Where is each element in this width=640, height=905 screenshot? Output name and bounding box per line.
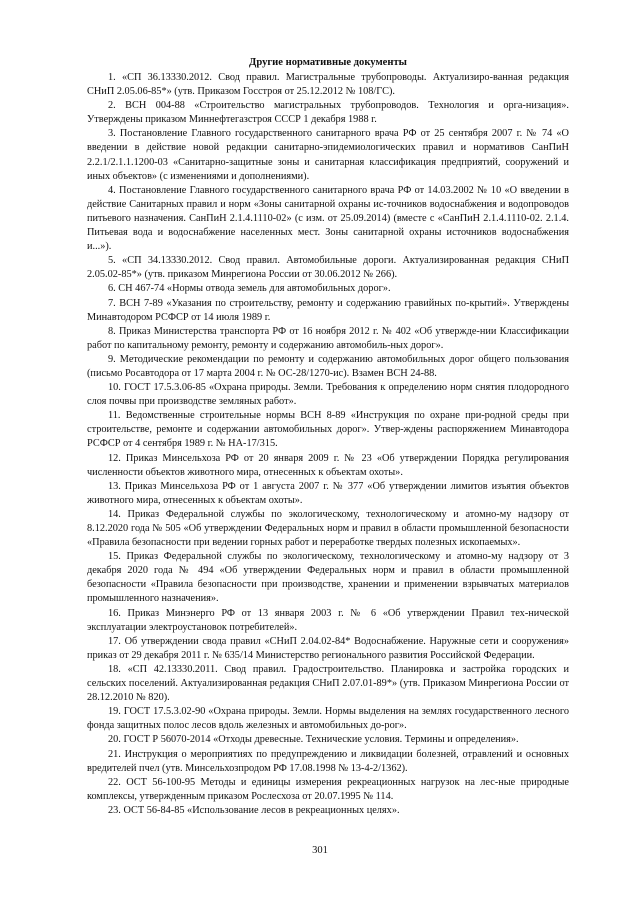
page-number: 301 — [312, 845, 328, 856]
section-heading: Другие нормативные документы — [249, 57, 407, 68]
list-item: 10. ГОСТ 17.5.3.06-85 «Охрана природы. Земли. Требования к определению норм снятия плодородного слоя почвы при производстве земляных работ». — [87, 382, 569, 408]
list-item: 17. Об утверждении свода правил «СНиП 2.04.02-84* Водоснабжение. Наружные сети и сооружения» приказ от 29 декабря 2011 г. № 635/14 Министерство регионального развития Российской Федерации. — [87, 635, 569, 661]
list-item: 4. Постановление Главного государственного санитарного врача РФ от 14.03.2002 № 10 «О введении в действие Санитарных правил и норм «Зоны санитарной охраны ис-точников водоснабжения и водопроводов питьевого назначения. СанПиН 2.1.4.1110-02» (с изм. от 25.09.2014) (вместе с «СанПиН 2.1.4.1110-02. 2.1.4. Питьевая вода и водоснабжение населенных мест. Зоны санитарной охраны источников водоснабжения и...»). — [87, 184, 569, 253]
list-item: 1. «СП 36.13330.2012. Свод правил. Магистральные трубопроводы. Актуализиро-ванная редакция СНиП 2.05.06-85*» (утв. Приказом Госстроя от 25.12.2012 № 108/ГС). — [87, 72, 569, 98]
list-item: 22. ОСТ 56-100-95 Методы и единицы измерения рекреационных нагрузок на лес-ные природные комплексы, утвержденным приказом Рослесхоза от 20.07.1995 № 114. — [87, 776, 569, 802]
list-item: 13. Приказ Минсельхоза РФ от 1 августа 2007 г. № 377 «Об утверждении лимитов изъятия объектов животного мира, отнесенных к объектам охоты». — [87, 480, 569, 506]
list-item: 12. Приказ Минсельхоза РФ от 20 января 2009 г. № 23 «Об утверждении Порядка регулирования численности объектов животного мира, отнесенных к объектам охоты». — [87, 452, 569, 478]
list-item: 7. ВСН 7-89 «Указания по строительству, ремонту и содержанию гравийных по-крытий». Утверждены Минавтодором РСФСР от 14 июля 1989 г. — [87, 297, 569, 323]
list-item: 8. Приказ Министерства транспорта РФ от 16 ноября 2012 г. № 402 «Об утвержде-нии Классификации работ по капитальному ремонту, ремонту и содержанию автомобиль-ных дорог». — [87, 325, 569, 351]
list-item: 14. Приказ Федеральной службы по экологическому, технологическому и атомно-му надзору от 8.12.2020 года № 505 «Об утверждении Федеральных норм и правил в области промышленной безопасности «Правила безопасности при ведении горных работ и переработке твердых полезных ископаемых». — [87, 508, 569, 549]
list-item: 21. Инструкция о мероприятиях по предупреждению и ликвидации болезней, отравлений и основных вредителей пчел (утв. Минсельхозпродом РФ 17.08.1998 № 13-4-2/1362). — [87, 748, 569, 774]
list-item: 19. ГОСТ 17.5.3.02-90 «Охрана природы. Земли. Нормы выделения на землях государственного лесного фонда защитных полос лесов вдоль железных и автомобильных до-рог». — [87, 706, 569, 732]
list-item: 6. СН 467-74 «Нормы отвода земель для автомобильных дорог». — [108, 283, 391, 295]
list-item: 11. Ведомственные строительные нормы ВСН 8-89 «Инструкция по охране при-родной среды при строительстве, ремонте и содержании автомобильных дорог». Утвер-ждены распоряжением Минавтодора РСФСР от 4 сентября 1989 г. № НА-17/315. — [87, 410, 569, 450]
list-item: 9. Методические рекомендации по ремонту и содержанию автомобильных дорог общего пользования (письмо Росавтодора от 17 марта 2004 г. № ОС-28/1270-ис). Взамен ВСН 24-88. — [87, 353, 569, 379]
document-content — [87, 56, 569, 818]
list-item: 5. «СП 34.13330.2012. Свод правил. Автомобильные дороги. Актуализированная редакция СНиП 2.05.02-85*» (утв. приказом Минрегиона России от 30.06.2012 № 266). — [87, 255, 569, 281]
document-list — [87, 71, 569, 818]
list-item: 15. Приказ Федеральной службы по экологическому, технологическому и атомно-му надзору от 3 декабря 2020 года № 494 «Об утверждении Федеральных норм и правил в области промышленной безопасности «Правила безопасности при производстве, хранении и применении взрывчатых материалов промышленного назначения». — [87, 551, 569, 605]
list-item: 20. ГОСТ Р 56070-2014 «Отходы древесные. Технические условия. Термины и определения». — [108, 734, 519, 746]
list-item: 2. ВСН 004-88 «Строительство магистральных трубопроводов. Технология и орга-низация». Утверждены приказом Миннефтегазстроя СССР 1 декабря 1988 г. — [87, 100, 569, 126]
list-item: 18. «СП 42.13330.2011. Свод правил. Градостроительство. Планировка и застройка городских и сельских поселений. Актуализированная редакция СНиП 2.07.01-89*» (утв. Приказом Минрегиона России от 28.12.2010 № 820). — [87, 663, 569, 704]
list-item: 16. Приказ Минэнерго РФ от 13 января 2003 г. № 6 «Об утверждении Правил тех-нической эксплуатации электроустановок потребителей». — [87, 607, 569, 633]
list-item: 3. Постановление Главного государственного санитарного врача РФ от 25 сентября 2007 г. № 74 «О введении в действие новой редакции санитарно-эпидемиологических правил и нормативов СанПиН 2.2.1/2.1.1.1200-03 «Санитарно-защитные зоны и санитарная классификация предприятий, сооружений и иных объектов» (с изменениями и дополнениями). — [87, 128, 569, 182]
list-item: 23. ОСТ 56-84-85 «Использование лесов в рекреационных целях». — [108, 804, 400, 816]
